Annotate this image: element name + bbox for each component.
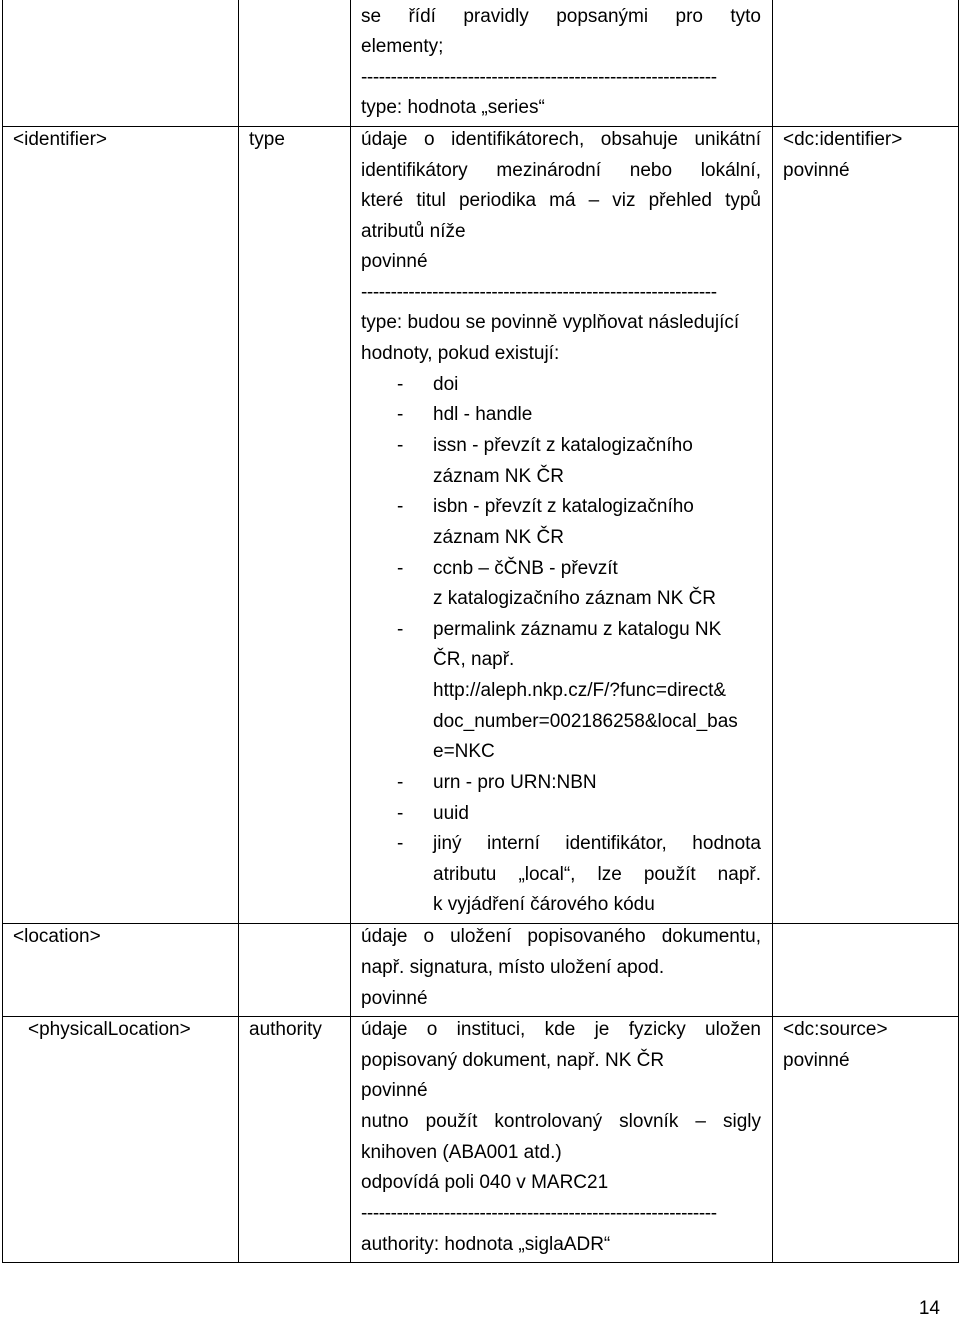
table-border-left (2, 0, 3, 1263)
list-item: ccnb – čČNB - převzít (433, 558, 618, 579)
text-line: type: hodnota „series“ (361, 97, 545, 118)
list-bullet: - (397, 558, 404, 579)
text-line: údaje o instituci, kde je fyzicky uložen (361, 1019, 761, 1040)
text-line: hodnoty, pokud existují: (361, 343, 560, 364)
separator-dashes: ------------------------------------------------------------ (361, 1203, 717, 1224)
list-item-cont: záznam NK ČR (433, 466, 564, 487)
list-bullet: - (397, 803, 404, 824)
text-line: knihoven (ABA001 atd.) (361, 1142, 562, 1163)
text-line: povinné (361, 251, 428, 272)
text-line: se řídí pravidly popsanými pro tyto (361, 6, 761, 27)
list-item: hdl - handle (433, 404, 533, 425)
list-bullet: - (397, 619, 404, 640)
dc-source: <dc:source> (783, 1019, 888, 1040)
list-item-cont: záznam NK ČR (433, 527, 564, 548)
table-border-bottom (2, 1262, 959, 1263)
list-item-cont: atributu „local“, lze použít např. (433, 864, 761, 885)
text-line: elementy; (361, 36, 444, 57)
text-line: např. signatura, místo uložení apod. (361, 957, 665, 978)
text-line: odpovídá poli 040 v MARC21 (361, 1172, 609, 1193)
example-url: doc_number=002186258&local_bas (433, 711, 738, 732)
list-item-cont: k vyjádření čárového kódu (433, 894, 655, 915)
text-line: popisovaný dokument, např. NK ČR (361, 1050, 665, 1071)
list-bullet: - (397, 435, 404, 456)
table-border-right (958, 0, 959, 1263)
attribute-authority: authority (249, 1019, 322, 1040)
list-bullet: - (397, 404, 404, 425)
list-bullet: - (397, 833, 404, 854)
text-line: povinné (361, 988, 428, 1009)
list-item: uuid (433, 803, 469, 824)
example-url: http://aleph.nkp.cz/F/?func=direct& (433, 680, 727, 701)
element-identifier: <identifier> (13, 129, 108, 150)
page-number: 14 (918, 1298, 940, 1319)
text-line: údaje o identifikátorech, obsahuje unikátní (361, 129, 761, 150)
attribute-type: type (249, 129, 285, 150)
text-line: které titul periodika má – viz přehled typů (361, 190, 761, 211)
table-border-col2 (238, 0, 239, 1263)
text-line: atributů níže (361, 221, 466, 242)
list-item: urn - pro URN:NBN (433, 772, 597, 793)
list-item-cont: ČR, např. (433, 649, 515, 670)
text-line: identifikátory mezinárodní nebo lokální, (361, 160, 761, 181)
list-item: issn - převzít z katalogizačního (433, 435, 693, 456)
list-item: doi (433, 374, 459, 395)
list-item: isbn - převzít z katalogizačního (433, 496, 694, 517)
text-line: nutno použít kontrolovaný slovník – sigly (361, 1111, 761, 1132)
table-border-col3 (350, 0, 351, 1263)
list-item-cont: z katalogizačního záznam NK ČR (433, 588, 717, 609)
dc-source-required: povinné (783, 1050, 850, 1071)
table-border-col4 (772, 0, 773, 1263)
text-line: povinné (361, 1080, 428, 1101)
list-bullet: - (397, 772, 404, 793)
example-url: e=NKC (433, 741, 495, 762)
list-item: permalink záznamu z katalogu NK (433, 619, 722, 640)
text-line: type: budou se povinně vyplňovat následující (361, 312, 740, 333)
list-bullet: - (397, 374, 404, 395)
list-item: jiný interní identifikátor, hodnota (433, 833, 761, 854)
dc-identifier: <dc:identifier> (783, 129, 903, 150)
separator-dashes: ------------------------------------------------------------ (361, 282, 717, 303)
element-location: <location> (13, 926, 101, 947)
element-physical-location: <physicalLocation> (28, 1019, 191, 1040)
text-line: authority: hodnota „siglaADR“ (361, 1234, 611, 1255)
separator-dashes: ------------------------------------------------------------ (361, 67, 717, 88)
list-bullet: - (397, 496, 404, 517)
text-line: údaje o uložení popisovaného dokumentu, (361, 926, 761, 947)
dc-identifier-required: povinné (783, 160, 850, 181)
